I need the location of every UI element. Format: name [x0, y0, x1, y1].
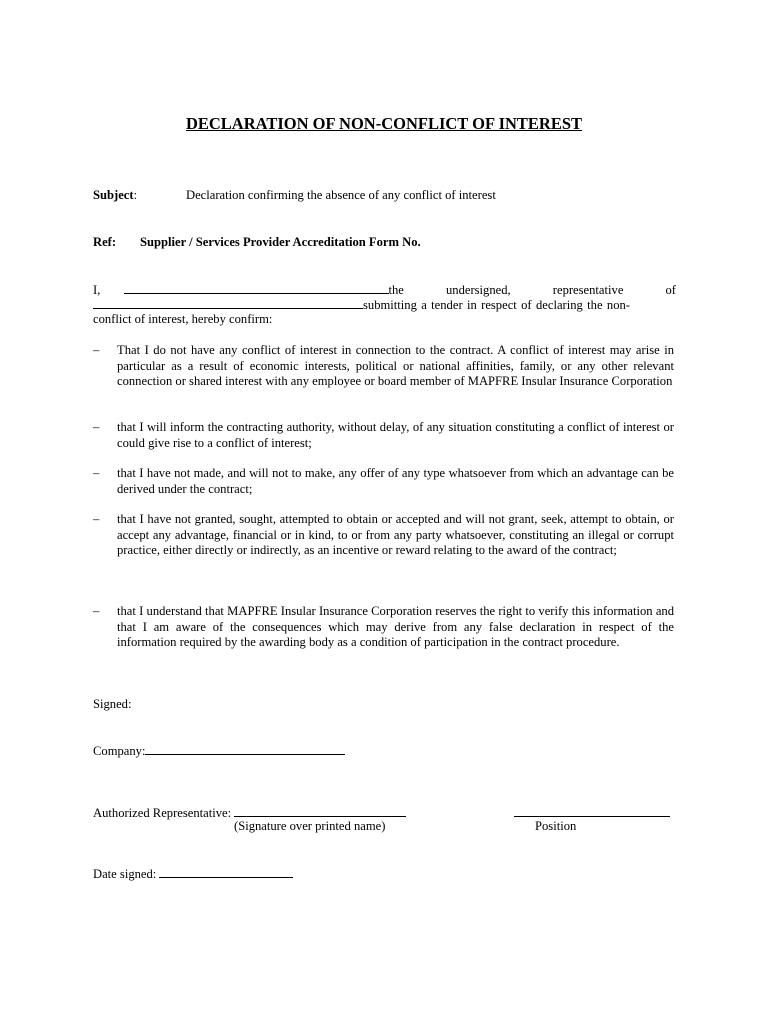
bullet-5: that I understand that MAPFRE Insular Insurance Corporation reserves the right to verify this information and that I am aware of the consequences which may derive from any false declaration in respect of the information required by the awarding body as a condition of participation in the contract procedure.	[117, 604, 674, 649]
signature-caption: (Signature over printed name)	[234, 819, 386, 833]
company-label: Company:	[93, 744, 146, 758]
company-field[interactable]	[145, 742, 345, 755]
bullet-3: that I have not made, and will not to make, any offer of any type whatsoever from which an advantage can be derived under the contract;	[117, 466, 674, 496]
date-label: Date signed:	[93, 867, 157, 881]
intro-submitting: submitting a tender in respect of declaring the non-	[363, 298, 630, 312]
subject-label: Subject	[93, 188, 134, 202]
intro-representative: representative	[552, 283, 624, 297]
subject-colon: :	[133, 188, 138, 202]
subject-text: Declaration confirming the absence of any conflict of interest	[186, 188, 496, 202]
date-row	[93, 865, 293, 883]
date-field[interactable]	[159, 865, 293, 878]
signed-label: Signed:	[93, 697, 132, 711]
bullet-marker: –	[93, 466, 100, 480]
bullet-4: that I have not granted, sought, attempted to obtain or accepted and will not grant, seek, attempt to obtain, or accept any advantage, financial or in kind, to or from any party whatsoever, constituting an illegal or corrupt practice, either directly or indirectly, as an incentive or reward relating to the award of the contract;	[117, 512, 674, 557]
intro-line-2	[93, 296, 675, 314]
subject-line	[93, 188, 137, 204]
intro-of: of	[665, 283, 676, 297]
ref-text: Supplier / Services Provider Accreditation Form No.	[140, 235, 421, 249]
document-title: DECLARATION OF NON-CONFLICT OF INTEREST	[185, 114, 583, 133]
position-field[interactable]	[514, 804, 670, 817]
bullet-marker: –	[93, 512, 100, 526]
company-row	[93, 742, 345, 760]
intro-i-text: I,	[93, 283, 101, 297]
bullet-marker: –	[93, 604, 100, 618]
ref-label: Ref:	[93, 235, 117, 249]
bullet-1: That I do not have any conflict of interest in connection to the contract. A conflict of interest may arise in particular as a result of economic interests, political or national affinities, family, or any other relevant connection or shared interest with any employee or board member of MAPFRE Insular Insurance Corporation	[117, 343, 674, 388]
name-blank-field[interactable]	[124, 281, 389, 294]
authorized-label: Authorized Representative:	[93, 806, 232, 820]
company-blank-field[interactable]	[93, 296, 363, 309]
bullet-marker: –	[93, 343, 100, 357]
position-caption: Position	[535, 819, 577, 833]
intro-the: the	[388, 283, 404, 297]
intro-undersigned: undersigned,	[445, 283, 511, 297]
bullet-2: that I will inform the contracting authority, without delay, of any situation constituting a conflict of interest or could give rise to a conflict of interest;	[117, 420, 674, 450]
intro-line-3: conflict of interest, hereby confirm:	[93, 312, 273, 326]
signature-field[interactable]	[234, 804, 406, 817]
bullet-marker: –	[93, 420, 100, 434]
